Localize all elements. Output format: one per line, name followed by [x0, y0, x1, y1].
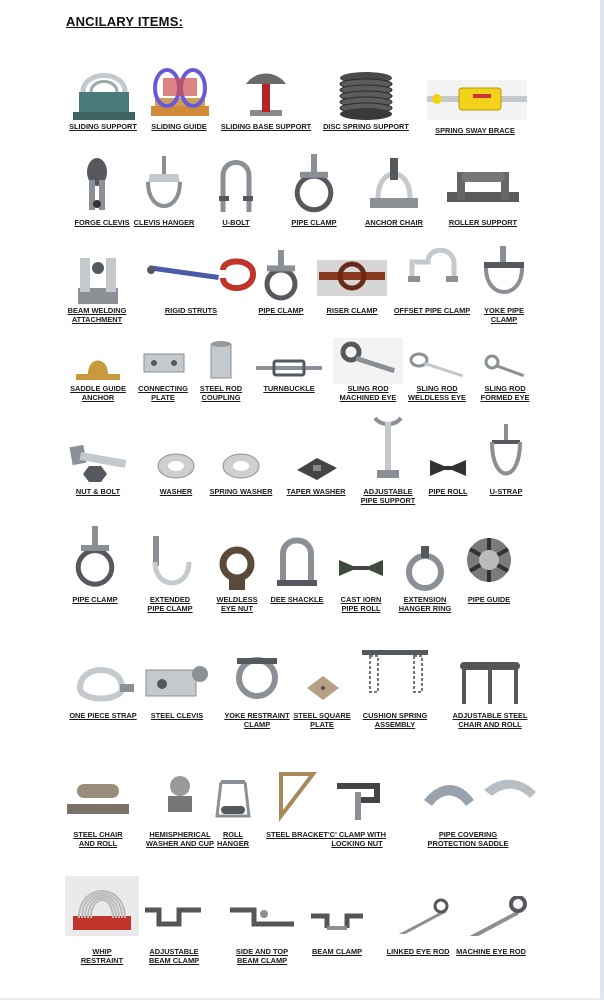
catalog-item [456, 244, 552, 324]
item-caption: PIPE CLAMP [291, 218, 337, 227]
nut-and-bolt-icon [63, 432, 133, 484]
item-caption: WASHER [159, 487, 193, 496]
washer-icon [154, 448, 198, 484]
catalog-item [443, 896, 539, 956]
yoke-pipe-clamp-icon [478, 244, 530, 306]
catalog-item [457, 350, 553, 402]
machine-eye-rod-icon [452, 896, 530, 936]
item-caption: SPRING SWAY BRACE [435, 126, 515, 135]
item-caption: STEEL SQUARE PLATE [293, 711, 351, 729]
catalog-item [318, 66, 414, 131]
item-caption: MACHINE EYE ROD [456, 947, 526, 956]
anchor-chair-icon [364, 152, 424, 218]
item-caption: RIGID STRUTS [164, 306, 218, 315]
page-title: ANCILARY ITEMS: [66, 14, 184, 29]
item-caption: ADJUSTABLE STEEL CHAIR AND ROLL [452, 711, 528, 729]
item-caption: EXTENDED PIPE CLAMP [147, 595, 193, 613]
item-caption: U-BOLT [222, 218, 250, 227]
item-caption: SLIDING SUPPORT [69, 122, 137, 131]
item-caption: SLIDING GUIDE [151, 122, 207, 131]
u-strap-icon [484, 422, 528, 486]
item-caption: CUSHION SPRING ASSEMBLY [362, 711, 428, 729]
taper-washer-icon [291, 450, 341, 484]
item-caption: ROLL HANGER [216, 830, 250, 848]
item-caption: CAST IORN PIPE ROLL [340, 595, 382, 613]
cushion-spring-assembly-icon [360, 640, 430, 706]
item-caption: SLING ROD WELDLESS EYE [408, 384, 466, 402]
catalog-item [441, 532, 537, 604]
item-caption: RISER CLAMP [326, 306, 378, 315]
item-caption: PIPE CLAMP [72, 595, 118, 604]
adjustable-steel-chair-and-roll-icon [450, 648, 530, 708]
item-caption: LINKED EYE ROD [386, 947, 450, 956]
pipe-clamp-icon [65, 524, 125, 594]
item-caption: WHIP RESTRAINT [80, 947, 124, 965]
sling-rod-formed-eye-icon [480, 350, 530, 384]
item-caption: ADJUSTABLE BEAM CLAMP [148, 947, 200, 965]
catalog-item [427, 74, 523, 135]
item-caption: PIPE COVERING PROTECTION SADDLE [427, 830, 509, 848]
item-caption: ROLLER SUPPORT [448, 218, 518, 227]
item-caption: SLING ROD FORMED EYE [480, 384, 530, 402]
sliding-guide-icon [137, 62, 222, 122]
item-caption: BEAM CLAMP [311, 947, 363, 956]
steel-rod-coupling-icon [201, 340, 241, 384]
sliding-base-support-icon [226, 62, 306, 122]
pipe-covering-protection-saddle-icon [420, 770, 540, 818]
item-caption: STEEL CLEVIS [150, 711, 204, 720]
beam-clamp-icon [305, 902, 369, 936]
item-caption: NUT & BOLT [75, 487, 121, 496]
catalog-item [218, 62, 314, 131]
steel-square-plate-icon [301, 668, 343, 706]
catalog-item [309, 772, 405, 848]
item-caption: ANCHOR CHAIR [365, 218, 423, 227]
item-caption: TURNBUCKLE [263, 384, 315, 393]
u-bolt-icon [211, 152, 261, 218]
pipe-guide-icon [458, 532, 520, 592]
catalog-item [458, 422, 554, 496]
item-caption: STEEL CHAIR AND ROLL [73, 830, 123, 848]
item-caption: PIPE GUIDE [467, 595, 511, 604]
beam-welding-attachment-icon [62, 248, 132, 306]
item-caption: BEAM WELDING ATTACHMENT [67, 306, 127, 324]
spring-washer-icon [219, 448, 263, 484]
item-caption: SLING ROD MACHINED EYE [339, 384, 397, 402]
spring-sway-brace-icon [427, 74, 527, 126]
item-caption: SPRING WASHER [209, 487, 273, 496]
item-caption: EXTENSION HANGER RING [398, 595, 452, 613]
one-piece-strap-icon [70, 658, 136, 706]
catalog-item [346, 152, 442, 227]
item-caption: 'C' CLAMP WITH LOCKING NUT [328, 830, 386, 848]
clevis-hanger-icon [134, 152, 194, 218]
item-caption: HEMISPHERICAL WASHER AND CUP [146, 830, 214, 848]
item-caption: SADDLE GUIDE ANCHOR [70, 384, 126, 402]
item-caption: DISC SPRING SUPPORT [323, 122, 409, 131]
catalog-item [143, 252, 239, 315]
item-caption: PIPE CLAMP [258, 306, 304, 315]
item-caption: TAPER WASHER [286, 487, 346, 496]
catalog-item [347, 640, 443, 729]
riser-clamp-icon [315, 252, 389, 306]
item-caption: CLEVIS HANGER [133, 218, 195, 227]
item-caption: CONNECTING PLATE [138, 384, 188, 402]
catalog-item [420, 770, 516, 848]
disc-spring-support-icon [326, 66, 406, 122]
roller-support-icon [443, 152, 523, 218]
item-caption: SLIDING BASE SUPPORT [220, 122, 312, 131]
adjustable-beam-clamp-icon [139, 898, 209, 934]
extended-pipe-clamp-icon [145, 532, 195, 594]
item-caption: U-STRAP [489, 487, 523, 496]
catalog-item [131, 62, 227, 131]
item-caption: WELDLESS EYE NUT [216, 595, 258, 613]
item-caption: SIDE AND TOP BEAM CLAMP [235, 947, 289, 965]
pipe-clamp-icon [284, 152, 344, 218]
pipe-clamp-icon [256, 248, 306, 306]
item-caption: YOKE PIPE CLAMP [484, 306, 524, 324]
item-caption: YOKE RESTRAINT CLAMP [224, 711, 290, 729]
item-caption: ADJUSTABLE PIPE SUPPORT [360, 487, 416, 505]
item-caption: DEE SHACKLE [270, 595, 324, 604]
catalog-item [49, 248, 145, 324]
catalog-item [442, 648, 538, 729]
steel-clevis-icon [142, 654, 212, 706]
item-caption: PIPE ROLL [428, 487, 468, 496]
c-clamp-with-locking-nut-icon [329, 772, 385, 822]
catalog-item [126, 898, 222, 965]
offset-pipe-clamp-icon [402, 248, 462, 306]
catalog-item [435, 152, 531, 227]
steel-chair-and-roll-icon [63, 770, 133, 822]
item-caption: STEEL ROD COUPLING [199, 384, 243, 402]
item-caption: OFFSET PIPE CLAMP [393, 306, 471, 315]
item-caption: FORGE CLEVIS [74, 218, 130, 227]
item-caption: ONE PIECE STRAP [69, 711, 137, 720]
item-caption: STEEL BRACKET [266, 830, 328, 839]
turnbuckle-icon [254, 352, 324, 384]
